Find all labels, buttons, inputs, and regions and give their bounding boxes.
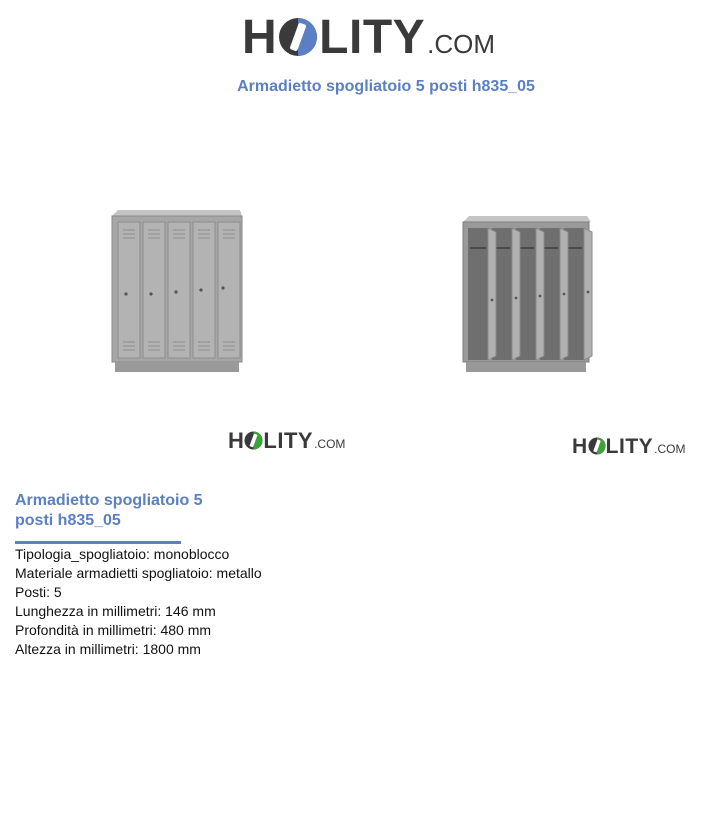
product-image-open[interactable]: [461, 214, 595, 374]
title-underline: [15, 541, 181, 544]
spec-item: Tipologia_spogliatoio: monoblocco: [15, 546, 230, 562]
logo-o-icon: [588, 436, 606, 454]
spec-item: Altezza in millimetri: 1800 mm: [15, 641, 201, 657]
product-image-closed[interactable]: [110, 208, 244, 374]
logo-text-h: H: [572, 435, 588, 458]
logo-text-lity: LITY: [605, 435, 654, 458]
logo-suffix: .COM: [314, 437, 346, 451]
holity-logo[interactable]: [242, 12, 495, 70]
logo-suffix: .COM: [654, 442, 686, 456]
logo-text-lity: LITY: [319, 11, 426, 64]
holity-logo-small: [228, 428, 345, 457]
logo-text-h: H: [228, 428, 245, 453]
logo-o-icon: [244, 430, 263, 449]
spec-item: Profondità in millimetri: 480 mm: [15, 622, 212, 638]
product-name: Armadietto spogliatoio 5 posti h835_05: [15, 492, 203, 529]
logo-text-lity: LITY: [263, 428, 314, 453]
spec-item: Lunghezza in millimetri: 146 mm: [15, 603, 216, 619]
logo-text-h: H: [242, 11, 278, 64]
spec-list: [15, 545, 262, 659]
spec-item: Materiale armadietti spogliatoio: metallo: [15, 565, 262, 581]
logo-suffix: .COM: [427, 29, 496, 59]
holity-logo-small: [572, 434, 686, 462]
logo-o-icon: [278, 16, 318, 56]
page-title: Armadietto spogliatoio 5 posti h835_05: [237, 78, 535, 95]
spec-item: Posti: 5: [15, 584, 62, 600]
